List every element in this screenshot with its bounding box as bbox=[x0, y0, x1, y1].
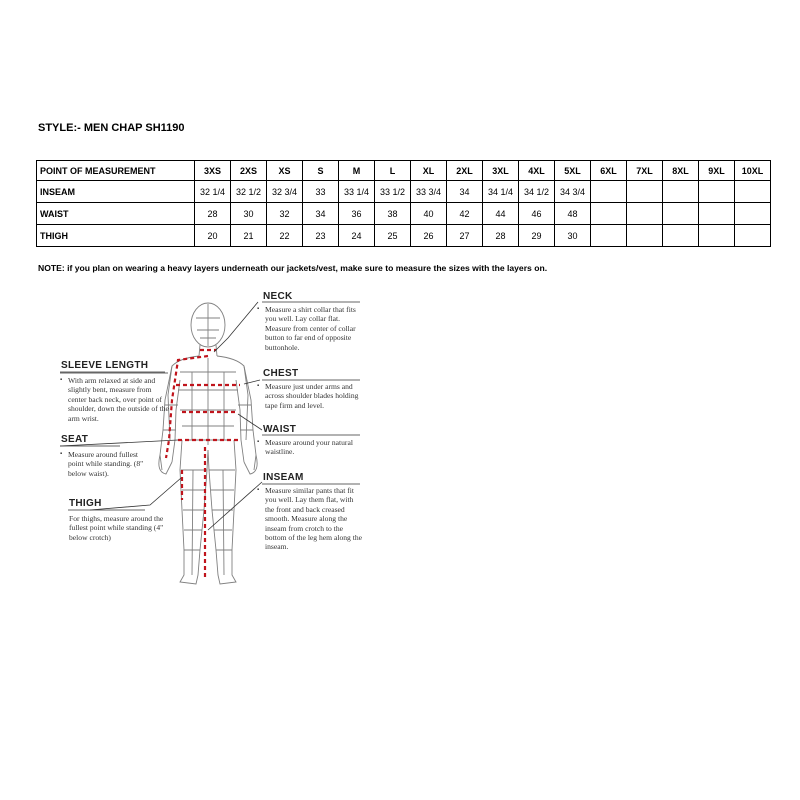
measurement-lines-icon bbox=[166, 350, 240, 580]
header-size: 5XL bbox=[555, 161, 591, 181]
table-cell: 34 1/2 bbox=[519, 181, 555, 203]
header-size: 8XL bbox=[663, 161, 699, 181]
table-cell: 26 bbox=[411, 225, 447, 247]
sleeve-length-description: ▪ With arm relaxed at side and slightly bent, measure from center back neck, over point of shoulder, down the outside of the arm wrist. bbox=[68, 376, 170, 423]
row-label: WAIST bbox=[37, 203, 195, 225]
header-point-of-measurement: POINT OF MEASUREMENT bbox=[37, 161, 195, 181]
table-cell: 28 bbox=[483, 225, 519, 247]
header-size: M bbox=[339, 161, 375, 181]
header-size: 10XL bbox=[735, 161, 771, 181]
table-cell: 30 bbox=[231, 203, 267, 225]
header-size: 9XL bbox=[699, 161, 735, 181]
chest-heading: CHEST bbox=[263, 368, 299, 379]
table-cell: 33 1/2 bbox=[375, 181, 411, 203]
header-size: 2XL bbox=[447, 161, 483, 181]
body-outline-icon bbox=[159, 303, 257, 584]
table-cell: 34 1/4 bbox=[483, 181, 519, 203]
table-cell: 32 3/4 bbox=[267, 181, 303, 203]
seat-description: ▪ Measure around fullest point while standing. (8" below waist). bbox=[68, 450, 148, 478]
header-size: S bbox=[303, 161, 339, 181]
thigh-description: For thighs, measure around the fullest point while standing (4" below crotch) bbox=[69, 514, 164, 542]
table-cell: 38 bbox=[375, 203, 411, 225]
table-cell: 30 bbox=[555, 225, 591, 247]
header-size: 3XL bbox=[483, 161, 519, 181]
table-cell: 40 bbox=[411, 203, 447, 225]
row-label: THIGH bbox=[37, 225, 195, 247]
header-size: XL bbox=[411, 161, 447, 181]
table-cell: 32 1/2 bbox=[231, 181, 267, 203]
table-cell: 44 bbox=[483, 203, 519, 225]
layering-note: NOTE: if you plan on wearing a heavy layers underneath our jackets/vest, make sure to measure the sizes with the layers on. bbox=[38, 263, 548, 273]
table-cell: 46 bbox=[519, 203, 555, 225]
inseam-description: ▪ Measure similar pants that fit you well. Lay them flat, with the front and back creased smooth. Measure along the inseam from crotch to the bottom of the leg hem along the inseam. bbox=[265, 486, 363, 552]
neck-description: ▪ Measure a shirt collar that fits you well. Lay collar flat. Measure from center of collar button to far end of opposite buttonhole. bbox=[265, 305, 365, 352]
table-cell: 27 bbox=[447, 225, 483, 247]
table-cell: 22 bbox=[267, 225, 303, 247]
sleeve-length-heading: SLEEVE LENGTH bbox=[61, 360, 149, 371]
table-cell: 32 1/4 bbox=[195, 181, 231, 203]
neck-heading: NECK bbox=[263, 291, 293, 302]
table-cell: 33 bbox=[303, 181, 339, 203]
table-cell: 25 bbox=[375, 225, 411, 247]
header-size: 6XL bbox=[591, 161, 627, 181]
thigh-heading: THIGH bbox=[69, 498, 102, 509]
table-cell: 20 bbox=[195, 225, 231, 247]
table-cell: 34 bbox=[447, 181, 483, 203]
seat-heading: SEAT bbox=[61, 434, 89, 445]
table-cell: 28 bbox=[195, 203, 231, 225]
row-label: INSEAM bbox=[37, 181, 195, 203]
table-cell: 34 3/4 bbox=[555, 181, 591, 203]
header-size: 2XS bbox=[231, 161, 267, 181]
table-cell: 29 bbox=[519, 225, 555, 247]
table-cell: 42 bbox=[447, 203, 483, 225]
table-cell: 32 bbox=[267, 203, 303, 225]
table-cell: 36 bbox=[339, 203, 375, 225]
inseam-heading: INSEAM bbox=[263, 472, 304, 483]
header-size: 3XS bbox=[195, 161, 231, 181]
table-cell: 23 bbox=[303, 225, 339, 247]
header-size: L bbox=[375, 161, 411, 181]
header-size: 4XL bbox=[519, 161, 555, 181]
header-size: 7XL bbox=[627, 161, 663, 181]
table-cell: 34 bbox=[303, 203, 339, 225]
waist-heading: WAIST bbox=[263, 424, 297, 435]
table-cell: 48 bbox=[555, 203, 591, 225]
header-size: XS bbox=[267, 161, 303, 181]
waist-description: ▪ Measure around your natural waistline. bbox=[265, 438, 355, 457]
sleeve-line bbox=[166, 356, 208, 458]
table-cell: 21 bbox=[231, 225, 267, 247]
style-title: STYLE:- MEN CHAP SH1190 bbox=[38, 122, 185, 134]
table-cell: 33 1/4 bbox=[339, 181, 375, 203]
table-cell: 24 bbox=[339, 225, 375, 247]
chest-description: ▪ Measure just under arms and across shoulder blades holding tape firm and level. bbox=[265, 382, 367, 410]
table-cell: 33 3/4 bbox=[411, 181, 447, 203]
